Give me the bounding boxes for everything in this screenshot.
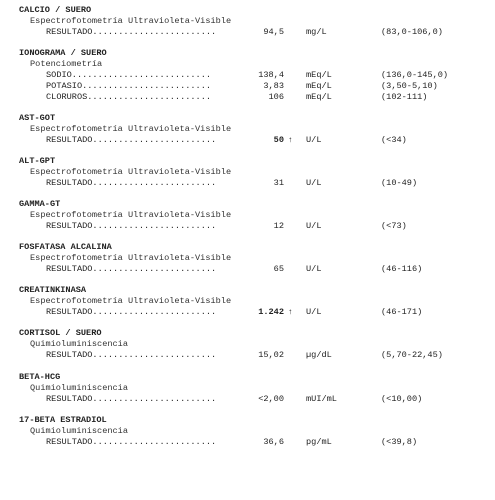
- section-title: ALT-GPT: [19, 156, 56, 166]
- result-value: 15,02: [258, 350, 284, 360]
- reference-range: (136,0-145,0): [381, 70, 449, 80]
- result-unit: mg/L: [306, 27, 327, 37]
- result-value: 3,83: [263, 81, 284, 91]
- result-label: RESULTADO........................: [46, 135, 217, 145]
- reference-range: (3,50-5,10): [381, 81, 438, 91]
- result-label: CLORUROS........................: [46, 92, 212, 102]
- result-unit: U/L: [306, 264, 322, 274]
- result-label: RESULTADO........................: [46, 264, 217, 274]
- method-label: Quimioluminiscencia: [30, 426, 128, 436]
- method-label: Espectrofotometría Ultravioleta-Visible: [30, 253, 232, 263]
- result-value: <2,00: [258, 394, 284, 404]
- result-value: 36,6: [263, 437, 284, 447]
- result-row: [0, 70, 495, 81]
- result-label: RESULTADO........................: [46, 437, 217, 447]
- reference-range: (46-116): [381, 264, 423, 274]
- reference-range: (<10,00): [381, 394, 423, 404]
- result-value: 106: [268, 92, 284, 102]
- result-row: [0, 27, 495, 38]
- method-label: Espectrofotometría Ultravioleta-Visible: [30, 124, 232, 134]
- result-label: RESULTADO........................: [46, 178, 217, 188]
- high-flag-icon: ↑: [288, 136, 293, 145]
- section-title: BETA-HCG: [19, 372, 61, 382]
- reference-range: (<39,8): [381, 437, 418, 447]
- result-value: 65: [273, 264, 284, 274]
- result-unit: mUI/mL: [306, 394, 337, 404]
- result-unit: U/L: [306, 135, 322, 145]
- section-title: FOSFATASA ALCALINA: [19, 242, 112, 252]
- result-value: 138,4: [258, 70, 284, 80]
- method-label: Espectrofotometría Ultravioleta-Visible: [30, 296, 232, 306]
- result-row: [0, 135, 495, 146]
- section-title: CALCIO / SUERO: [19, 5, 92, 15]
- reference-range: (83,0-106,0): [381, 27, 443, 37]
- reference-range: (<73): [381, 221, 407, 231]
- result-value: 1.242: [258, 307, 284, 317]
- method-label: Espectrofotometría Ultravioleta-Visible: [30, 16, 232, 26]
- result-value: 31: [273, 178, 284, 188]
- section-title: 17-BETA ESTRADIOL: [19, 415, 107, 425]
- result-label: RESULTADO........................: [46, 394, 217, 404]
- result-row: [0, 264, 495, 275]
- result-unit: U/L: [306, 307, 322, 317]
- result-label: RESULTADO........................: [46, 27, 217, 37]
- result-row: [0, 92, 495, 103]
- section-title: AST-GOT: [19, 113, 56, 123]
- reference-range: (46-171): [381, 307, 423, 317]
- method-label: Espectrofotometría Ultravioleta-Visible: [30, 167, 232, 177]
- result-unit: mEq/L: [306, 70, 332, 80]
- result-unit: U/L: [306, 221, 322, 231]
- section-cortisol: [0, 328, 495, 378]
- section-17-beta-estradiol: [0, 415, 495, 465]
- result-label: RESULTADO........................: [46, 307, 217, 317]
- reference-range: (<34): [381, 135, 407, 145]
- result-unit: U/L: [306, 178, 322, 188]
- method-label: Potenciometría: [30, 59, 103, 69]
- result-row: [0, 81, 495, 92]
- section-title: CREATINKINASA: [19, 285, 87, 295]
- section-ionograma: [0, 48, 495, 108]
- result-row: [0, 221, 495, 232]
- result-unit: pg/mL: [306, 437, 332, 447]
- result-unit: µg/dL: [306, 350, 332, 360]
- result-value: 94,5: [263, 27, 284, 37]
- result-value: 12: [273, 221, 284, 231]
- section-title: IONOGRAMA / SUERO: [19, 48, 107, 58]
- result-label: POTASIO.........................: [46, 81, 212, 91]
- reference-range: (102-111): [381, 92, 428, 102]
- result-row: [0, 178, 495, 189]
- result-row: [0, 394, 495, 405]
- section-title: GAMMA-GT: [19, 199, 61, 209]
- result-row: [0, 437, 495, 448]
- method-label: Quimioluminiscencia: [30, 339, 128, 349]
- reference-range: (5,70-22,45): [381, 350, 443, 360]
- method-label: Espectrofotometría Ultravioleta-Visible: [30, 210, 232, 220]
- method-label: Quimioluminiscencia: [30, 383, 128, 393]
- result-unit: mEq/L: [306, 81, 332, 91]
- result-label: RESULTADO........................: [46, 350, 217, 360]
- result-row: [0, 350, 495, 361]
- section-title: CORTISOL / SUERO: [19, 328, 102, 338]
- result-label: RESULTADO........................: [46, 221, 217, 231]
- result-unit: mEq/L: [306, 92, 332, 102]
- result-label: SODIO...........................: [46, 70, 212, 80]
- result-value: 50: [273, 135, 284, 145]
- result-row: [0, 307, 495, 318]
- high-flag-icon: ↑: [288, 308, 293, 317]
- reference-range: (10-49): [381, 178, 418, 188]
